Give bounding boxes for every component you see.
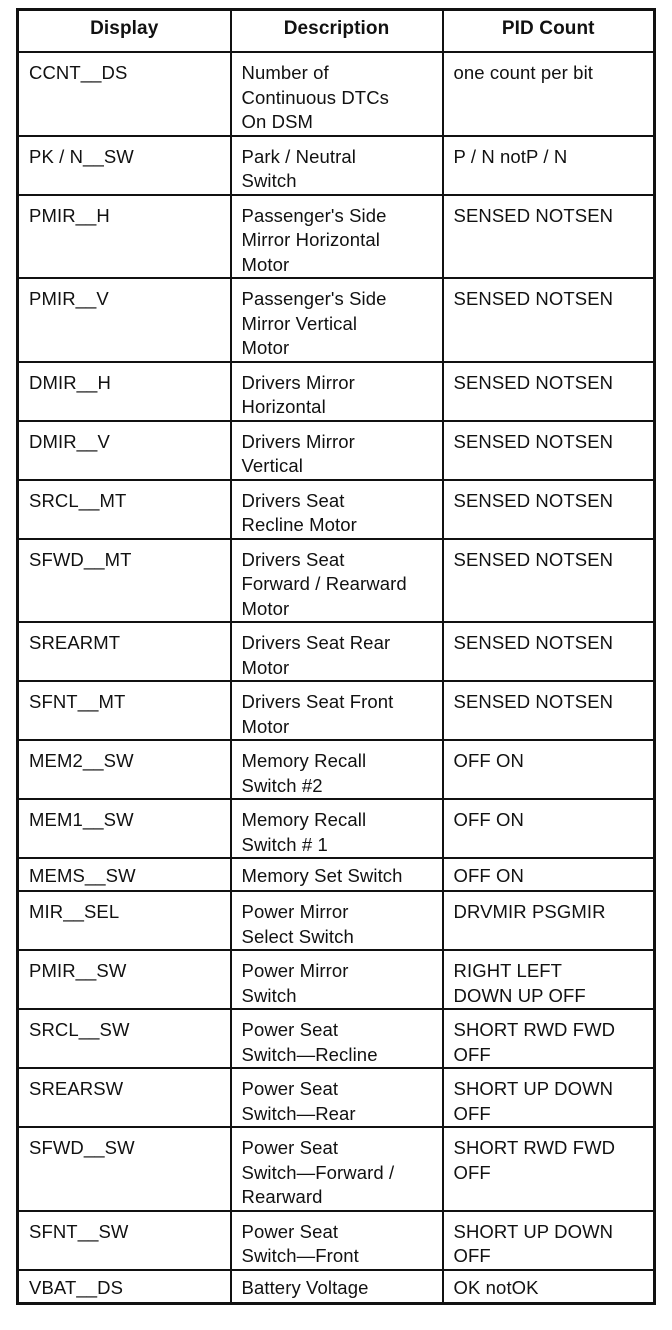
cell-display: SFNT__MT bbox=[18, 681, 231, 740]
table-row bbox=[18, 950, 655, 1009]
cell-description: Memory Recall Switch # 1 bbox=[231, 799, 443, 858]
cell-display: PMIR__V bbox=[18, 278, 231, 362]
cell-pid-count: SHORT UP DOWN OFF bbox=[443, 1068, 655, 1127]
cell-pid-count: SENSED NOTSEN bbox=[443, 421, 655, 480]
cell-display: MEM1__SW bbox=[18, 799, 231, 858]
cell-description: Park / Neutral Switch bbox=[231, 136, 443, 195]
cell-display: SFNT__SW bbox=[18, 1211, 231, 1270]
table-row bbox=[18, 278, 655, 362]
table-row bbox=[18, 1270, 655, 1304]
table-row bbox=[18, 891, 655, 950]
cell-description: Drivers Seat Front Motor bbox=[231, 681, 443, 740]
cell-description: Passenger's Side Mirror Horizontal Motor bbox=[231, 195, 443, 279]
table-row bbox=[18, 421, 655, 480]
cell-display: MEMS__SW bbox=[18, 858, 231, 891]
cell-pid-count: SHORT UP DOWN OFF bbox=[443, 1211, 655, 1270]
cell-description: Power Seat Switch—Front bbox=[231, 1211, 443, 1270]
header-pid-count: PID Count bbox=[443, 10, 655, 53]
table-row bbox=[18, 539, 655, 623]
table-row bbox=[18, 622, 655, 681]
cell-description: Drivers Seat Forward / Rearward Motor bbox=[231, 539, 443, 623]
table-row bbox=[18, 195, 655, 279]
cell-pid-count: SHORT RWD FWD OFF bbox=[443, 1127, 655, 1211]
cell-pid-count: OK notOK bbox=[443, 1270, 655, 1304]
cell-description: Power Mirror Select Switch bbox=[231, 891, 443, 950]
table-row bbox=[18, 480, 655, 539]
cell-description: Power Seat Switch—Rear bbox=[231, 1068, 443, 1127]
cell-description: Power Seat Switch—Forward / Rearward bbox=[231, 1127, 443, 1211]
cell-display: SREARMT bbox=[18, 622, 231, 681]
table-header bbox=[18, 10, 655, 53]
table-row bbox=[18, 136, 655, 195]
cell-display: VBAT__DS bbox=[18, 1270, 231, 1304]
cell-description: Power Mirror Switch bbox=[231, 950, 443, 1009]
cell-description: Drivers Mirror Horizontal bbox=[231, 362, 443, 421]
cell-description: Memory Set Switch bbox=[231, 858, 443, 891]
cell-display: DMIR__V bbox=[18, 421, 231, 480]
cell-pid-count: SENSED NOTSEN bbox=[443, 539, 655, 623]
cell-display: PK / N__SW bbox=[18, 136, 231, 195]
header-description: Description bbox=[231, 10, 443, 53]
cell-display: SREARSW bbox=[18, 1068, 231, 1127]
cell-pid-count: SENSED NOTSEN bbox=[443, 195, 655, 279]
cell-display: SFWD__MT bbox=[18, 539, 231, 623]
cell-pid-count: SENSED NOTSEN bbox=[443, 622, 655, 681]
cell-pid-count: SENSED NOTSEN bbox=[443, 681, 655, 740]
cell-description: Drivers Seat Recline Motor bbox=[231, 480, 443, 539]
table-row bbox=[18, 52, 655, 136]
cell-pid-count: P / N notP / N bbox=[443, 136, 655, 195]
table-row bbox=[18, 1211, 655, 1270]
cell-pid-count: SENSED NOTSEN bbox=[443, 480, 655, 539]
cell-pid-count: RIGHT LEFT DOWN UP OFF bbox=[443, 950, 655, 1009]
table-row bbox=[18, 681, 655, 740]
cell-pid-count: DRVMIR PSGMIR bbox=[443, 891, 655, 950]
table-row bbox=[18, 1127, 655, 1211]
cell-pid-count: OFF ON bbox=[443, 740, 655, 799]
cell-pid-count: SHORT RWD FWD OFF bbox=[443, 1009, 655, 1068]
cell-display: PMIR__SW bbox=[18, 950, 231, 1009]
table-row bbox=[18, 858, 655, 891]
cell-display: DMIR__H bbox=[18, 362, 231, 421]
cell-description: Number of Continuous DTCs On DSM bbox=[231, 52, 443, 136]
table-row bbox=[18, 740, 655, 799]
cell-display: PMIR__H bbox=[18, 195, 231, 279]
cell-display: MIR__SEL bbox=[18, 891, 231, 950]
table-row bbox=[18, 362, 655, 421]
header-row bbox=[18, 10, 655, 53]
cell-display: CCNT__DS bbox=[18, 52, 231, 136]
table-row bbox=[18, 1009, 655, 1068]
cell-display: SRCL__MT bbox=[18, 480, 231, 539]
table-body bbox=[18, 52, 655, 1303]
cell-pid-count: OFF ON bbox=[443, 799, 655, 858]
header-display: Display bbox=[18, 10, 231, 53]
cell-pid-count: OFF ON bbox=[443, 858, 655, 891]
table-row bbox=[18, 1068, 655, 1127]
cell-display: MEM2__SW bbox=[18, 740, 231, 799]
cell-description: Memory Recall Switch #2 bbox=[231, 740, 443, 799]
cell-description: Drivers Seat Rear Motor bbox=[231, 622, 443, 681]
table-row bbox=[18, 799, 655, 858]
cell-pid-count: SENSED NOTSEN bbox=[443, 278, 655, 362]
cell-display: SRCL__SW bbox=[18, 1009, 231, 1068]
pid-table bbox=[16, 8, 656, 1305]
cell-display: SFWD__SW bbox=[18, 1127, 231, 1211]
cell-pid-count: SENSED NOTSEN bbox=[443, 362, 655, 421]
cell-description: Drivers Mirror Vertical bbox=[231, 421, 443, 480]
cell-pid-count: one count per bit bbox=[443, 52, 655, 136]
cell-description: Passenger's Side Mirror Vertical Motor bbox=[231, 278, 443, 362]
cell-description: Battery Voltage bbox=[231, 1270, 443, 1304]
cell-description: Power Seat Switch—Recline bbox=[231, 1009, 443, 1068]
